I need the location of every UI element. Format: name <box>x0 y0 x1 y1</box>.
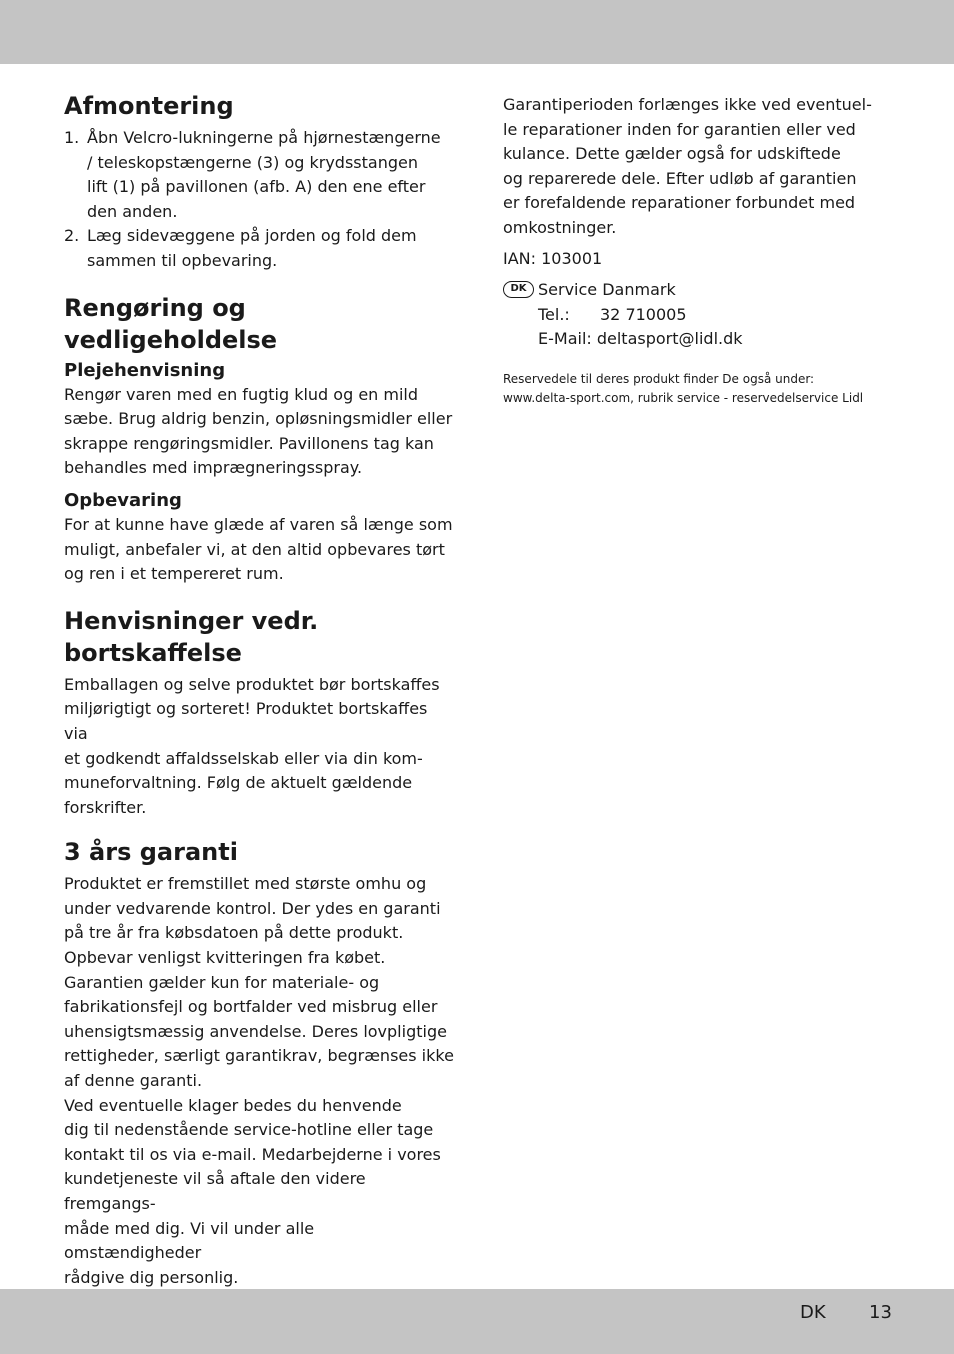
garanti-text-1: Produktet er fremstillet med største omhu og under vedvarende kontrol. Der ydes en garanti på tre år fra købsdatoen på dette produkt. Opbevar venligst kvitteringen fra købet. Garantien gælder kun for materiale- og fabrikationsfejl og bortfalder ved misbrug eller uhensigtsmæssig anvendelse. Deres lovpligtige rettigheder, særligt garantikrav, begrænses ikke af denne garanti. <box>64 874 454 1091</box>
step-2 <box>64 224 456 273</box>
phone-label: Tel.: <box>538 304 570 324</box>
step-1 <box>64 126 456 224</box>
top-band <box>0 0 954 64</box>
left-column <box>64 90 456 1290</box>
service-title: Service Danmark <box>538 280 676 300</box>
heading-garanti: 3 års garanti <box>64 838 238 867</box>
step-number: 2. <box>64 226 80 246</box>
subheading-opbevaring: Opbevaring <box>64 489 182 511</box>
step-text: Læg sidevæggene på jorden og fold dem sammen til opbevaring. <box>87 226 417 270</box>
heading-bortskaffelse: Henvisninger vedr. bortskaffelse <box>64 606 319 667</box>
service-email: E-Mail: deltasport@lidl.dk <box>538 329 743 349</box>
service-block <box>503 278 878 352</box>
bortskaffelse-text: Emballagen og selve produktet bør bortskaffes miljørigtigt og sorteret! Produktet bortskaffes via et godkendt affaldsselskab eller via din kom- muneforvaltning. Følg de aktuelt gældende forskrifter. <box>64 674 440 817</box>
opbevaring-text: For at kunne have glæde af varen så længe som muligt, anbefaler vi, at den altid opbevares tørt og ren i et tempereret rum. <box>64 514 453 584</box>
pleje-text: Rengør varen med en fugtig klud og en mild sæbe. Brug aldrig benzin, opløsningsmidler eller skrappe rengøringsmidler. Pavillonens tag kan behandles med imprægneringsspray. <box>64 384 453 478</box>
heading-afmontering: Afmontering <box>64 92 234 120</box>
footer-language: DK <box>800 1302 826 1323</box>
dk-flag-badge: DK <box>503 281 534 298</box>
subheading-plejehenvisning: Plejehenvisning <box>64 359 226 381</box>
heading-rengoering: Rengøring og vedligeholdelse <box>64 293 278 354</box>
phone-value: 32 710005 <box>600 304 687 324</box>
spare-parts-note: Reservedele til deres produkt finder De også under: www.delta-sport.com, rubrik service - reservedelservice Lidl <box>503 371 864 405</box>
garanti-text-2: Ved eventuelle klager bedes du henvende dig til nedenstående service-hotline eller tage kontakt til os via e-mail. Medarbejderne i vores kundetjeneste vil så aftale den videre fremgangs- måde med dig. Vi vil under alle omstændigheder rådgive dig personlig. <box>64 1095 441 1287</box>
garanti-extension-text: Garantiperioden forlænges ikke ved eventuel- le reparationer inden for garantien eller ved kulance. Dette gælder også for udskiftede og reparerede dele. Efter udløb af garantien er forefaldende reparationer forbundet med omkostninger. <box>503 95 872 237</box>
afmontering-steps <box>64 126 456 274</box>
page-number: 13 <box>869 1302 892 1323</box>
ian-number: IAN: 103001 <box>503 248 603 268</box>
step-text: Åbn Velcro-lukningerne på hjørnestængerne / teleskopstængerne (3) og krydsstangen lift (1) på pavillonen (afb. A) den ene efter den anden. <box>87 128 441 221</box>
service-phone <box>538 303 878 328</box>
right-column <box>503 93 878 408</box>
step-number: 1. <box>64 128 80 147</box>
